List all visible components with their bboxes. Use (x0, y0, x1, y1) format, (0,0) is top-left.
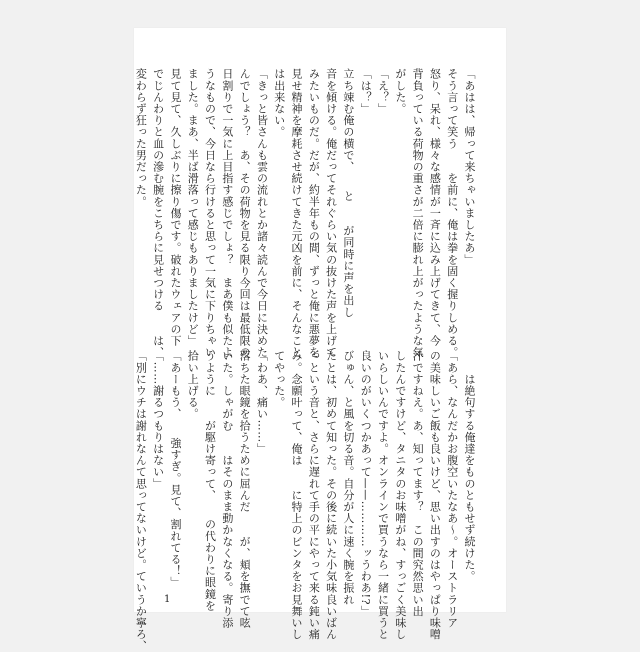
text-line: 「わあ、痛い……」 (255, 350, 269, 455)
text-line: は絶句する俺達をものともせず続けた。 (463, 350, 476, 582)
text-line: たとは、初めて知った。その後に続いた小気味良いばん (324, 350, 338, 640)
text-line: っという音と、さらに遅れて手の平にやって来る鈍い痛 (307, 350, 321, 640)
text-line: てやった。 (272, 350, 286, 408)
text-line: うように が駆け寄って、 の代わりに眼鏡を (203, 350, 217, 612)
text-line: でじんわりと血の滲む腕をこちらに見せつける は、 (151, 68, 165, 358)
text-line: ました。まあ、半ば滑落って感じもありましたけど」 (186, 68, 200, 347)
text-line: うなもので、今日なら行けると思って一気に下りちゃい (203, 68, 217, 358)
text-line: 背負っている荷物の重さが二倍に膨れ上がったような気 (411, 68, 425, 358)
text-line: 「あら、なんだかお腹空いたなあ〜。オーストラリア (445, 350, 459, 629)
text-line: 立ち竦む俺の横で、 と が同時に声を出し (341, 68, 355, 318)
text-line: 拾い上げる。 (186, 350, 200, 420)
text-line: いらしいんですよ。オンラインで買うなら一緒に買うと (376, 350, 390, 640)
text-line: 音を傾ける。俺だってそれぐらい気の抜けた声を上げて (324, 68, 338, 358)
text-line: は出来ない。 (272, 68, 286, 138)
text-line: 「え？」 (376, 68, 390, 115)
text-line: 「きっと皆さんも雲の流れとか諸々読んで今日に決めた (255, 68, 269, 358)
page-number: 1 (164, 594, 171, 605)
text-line: 「別にウチは謝れなんて思ってないけど。ていうか寧ろ、 (134, 350, 148, 652)
text-line: 見て見て、久しぶりに擦り傷です。破れたウェアの下 (168, 68, 182, 347)
text-line: 良いのがいくつかあって——…………ッうわあ!?」 (359, 350, 373, 617)
text-line: みたいものだ。だが、約半年もの間、ずっと俺に悪夢を (307, 68, 321, 358)
text-line: 変わらず狂った男だった。 (134, 68, 148, 208)
book-page (134, 28, 506, 652)
text-line: いた。しゃがむ はそのまま動かなくなる。寄り添 (220, 350, 234, 629)
text-line: んでしょう？ あ、その荷物を見る限り今回は最低限の (238, 68, 252, 358)
text-line: み。念願叶って、俺は に特上のビンタをお見舞いし (290, 350, 304, 640)
text-line: 日割りで一気に上目指す感じでしょ？ まあ僕も似たよ (220, 68, 234, 358)
text-line: 汁ですねえ。あ、知ってます？ この間究然思い出 (411, 350, 425, 617)
text-line: の美味しいご飯も良いけど、思い出すのはやっぱり味噌 (428, 350, 442, 640)
upper-text-block (132, 68, 478, 358)
lower-text-block (132, 350, 478, 652)
text-line: 「あはは、帰って来ちゃいましたあ」 (463, 68, 476, 266)
text-line: 「あーもう、 強すぎ。見て、割れてる！」 (168, 350, 182, 589)
text-line: したんですけど、タニタのお味噌がね、すっごく美味し (393, 350, 407, 640)
text-line: そう言って笑う を前に、俺は拳を固く握りしめる。 (445, 68, 459, 358)
text-line: がした。 (393, 68, 407, 115)
text-line: びゅん、と風を切る音。自分が人に速く腕を振れ (341, 350, 355, 606)
text-line: 怒り、呆れ、様々な感情が一斉に込み上げてきて、今 (428, 68, 442, 347)
text-line: 「は？」 (359, 68, 373, 115)
text-line: 落ちた眼鏡を拾うために屈んだ が、頬を撫でて呟 (238, 350, 252, 629)
text-line: 見せ精神を摩耗させ続けてきた元凶を前に、そんなこと (290, 68, 304, 358)
text-line: 「……謝るつもりはない」 (151, 350, 165, 490)
